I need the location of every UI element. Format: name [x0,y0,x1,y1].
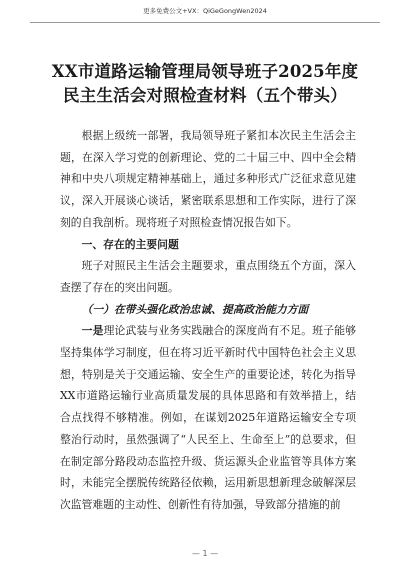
page-header: 更多免费公文+VX：QiGeGongWen2024 [143,7,267,15]
paragraph-text: 理论武装与业务实践融合的深度尚有不足。班子能够坚持集体学习制度，但在将习近平新时代中国特色社会主义思想，特别是关于交通运输、安全生产的重要论述，转化为指导XX市道路运输行业高质量发展的具体思路和有效举措上，结合点找得不够精准。例如，在谋划2025年道路运输安全专项整治行动时，虽然强调了“人民至上、生命至上”的总要求，但在制定部分路段动态监控升级、货运源头企业监管等具体方案时，未能完全摆脱传统路径依赖，运用新思想新理念破解深层次监管难题的主动性、创新性有待加强，导致部分措施的前 [60,324,356,511]
title-line-2: 民主生活会对照检查材料（五个带头） [63,86,347,105]
section-heading: 一、存在的主要问题 [81,237,179,251]
subsection-heading: （一）在带头强化政治忠诚、提高政治能力方面 [81,302,309,316]
body-paragraph [60,320,356,515]
intro-paragraph: 根据上级统一部署，我局领导班子紧扣本次民主生活会主题，在深入学习党的创新理论、党的二十届三中、四中全会精神和中央八项规定精神基础上，通过多种形式广泛征求意见建议，深入开展谈心谈话，紧密联系思想和工作实际，进行了深刻的自我剖析。现将班子对照检查情况报告如下。 [60,129,356,229]
paragraph-lead: 一是 [81,324,104,338]
title-line-1: XX市道路运输管理局领导班子2025年度 [51,62,359,81]
page-number: — 1 — [191,549,219,558]
document-body [60,125,356,516]
header-divider [30,22,380,23]
section-paragraph: 班子对照民主生活会主题要求，重点围绕五个方面，深入查摆了存在的突出问题。 [60,259,356,294]
document-title [40,60,370,108]
